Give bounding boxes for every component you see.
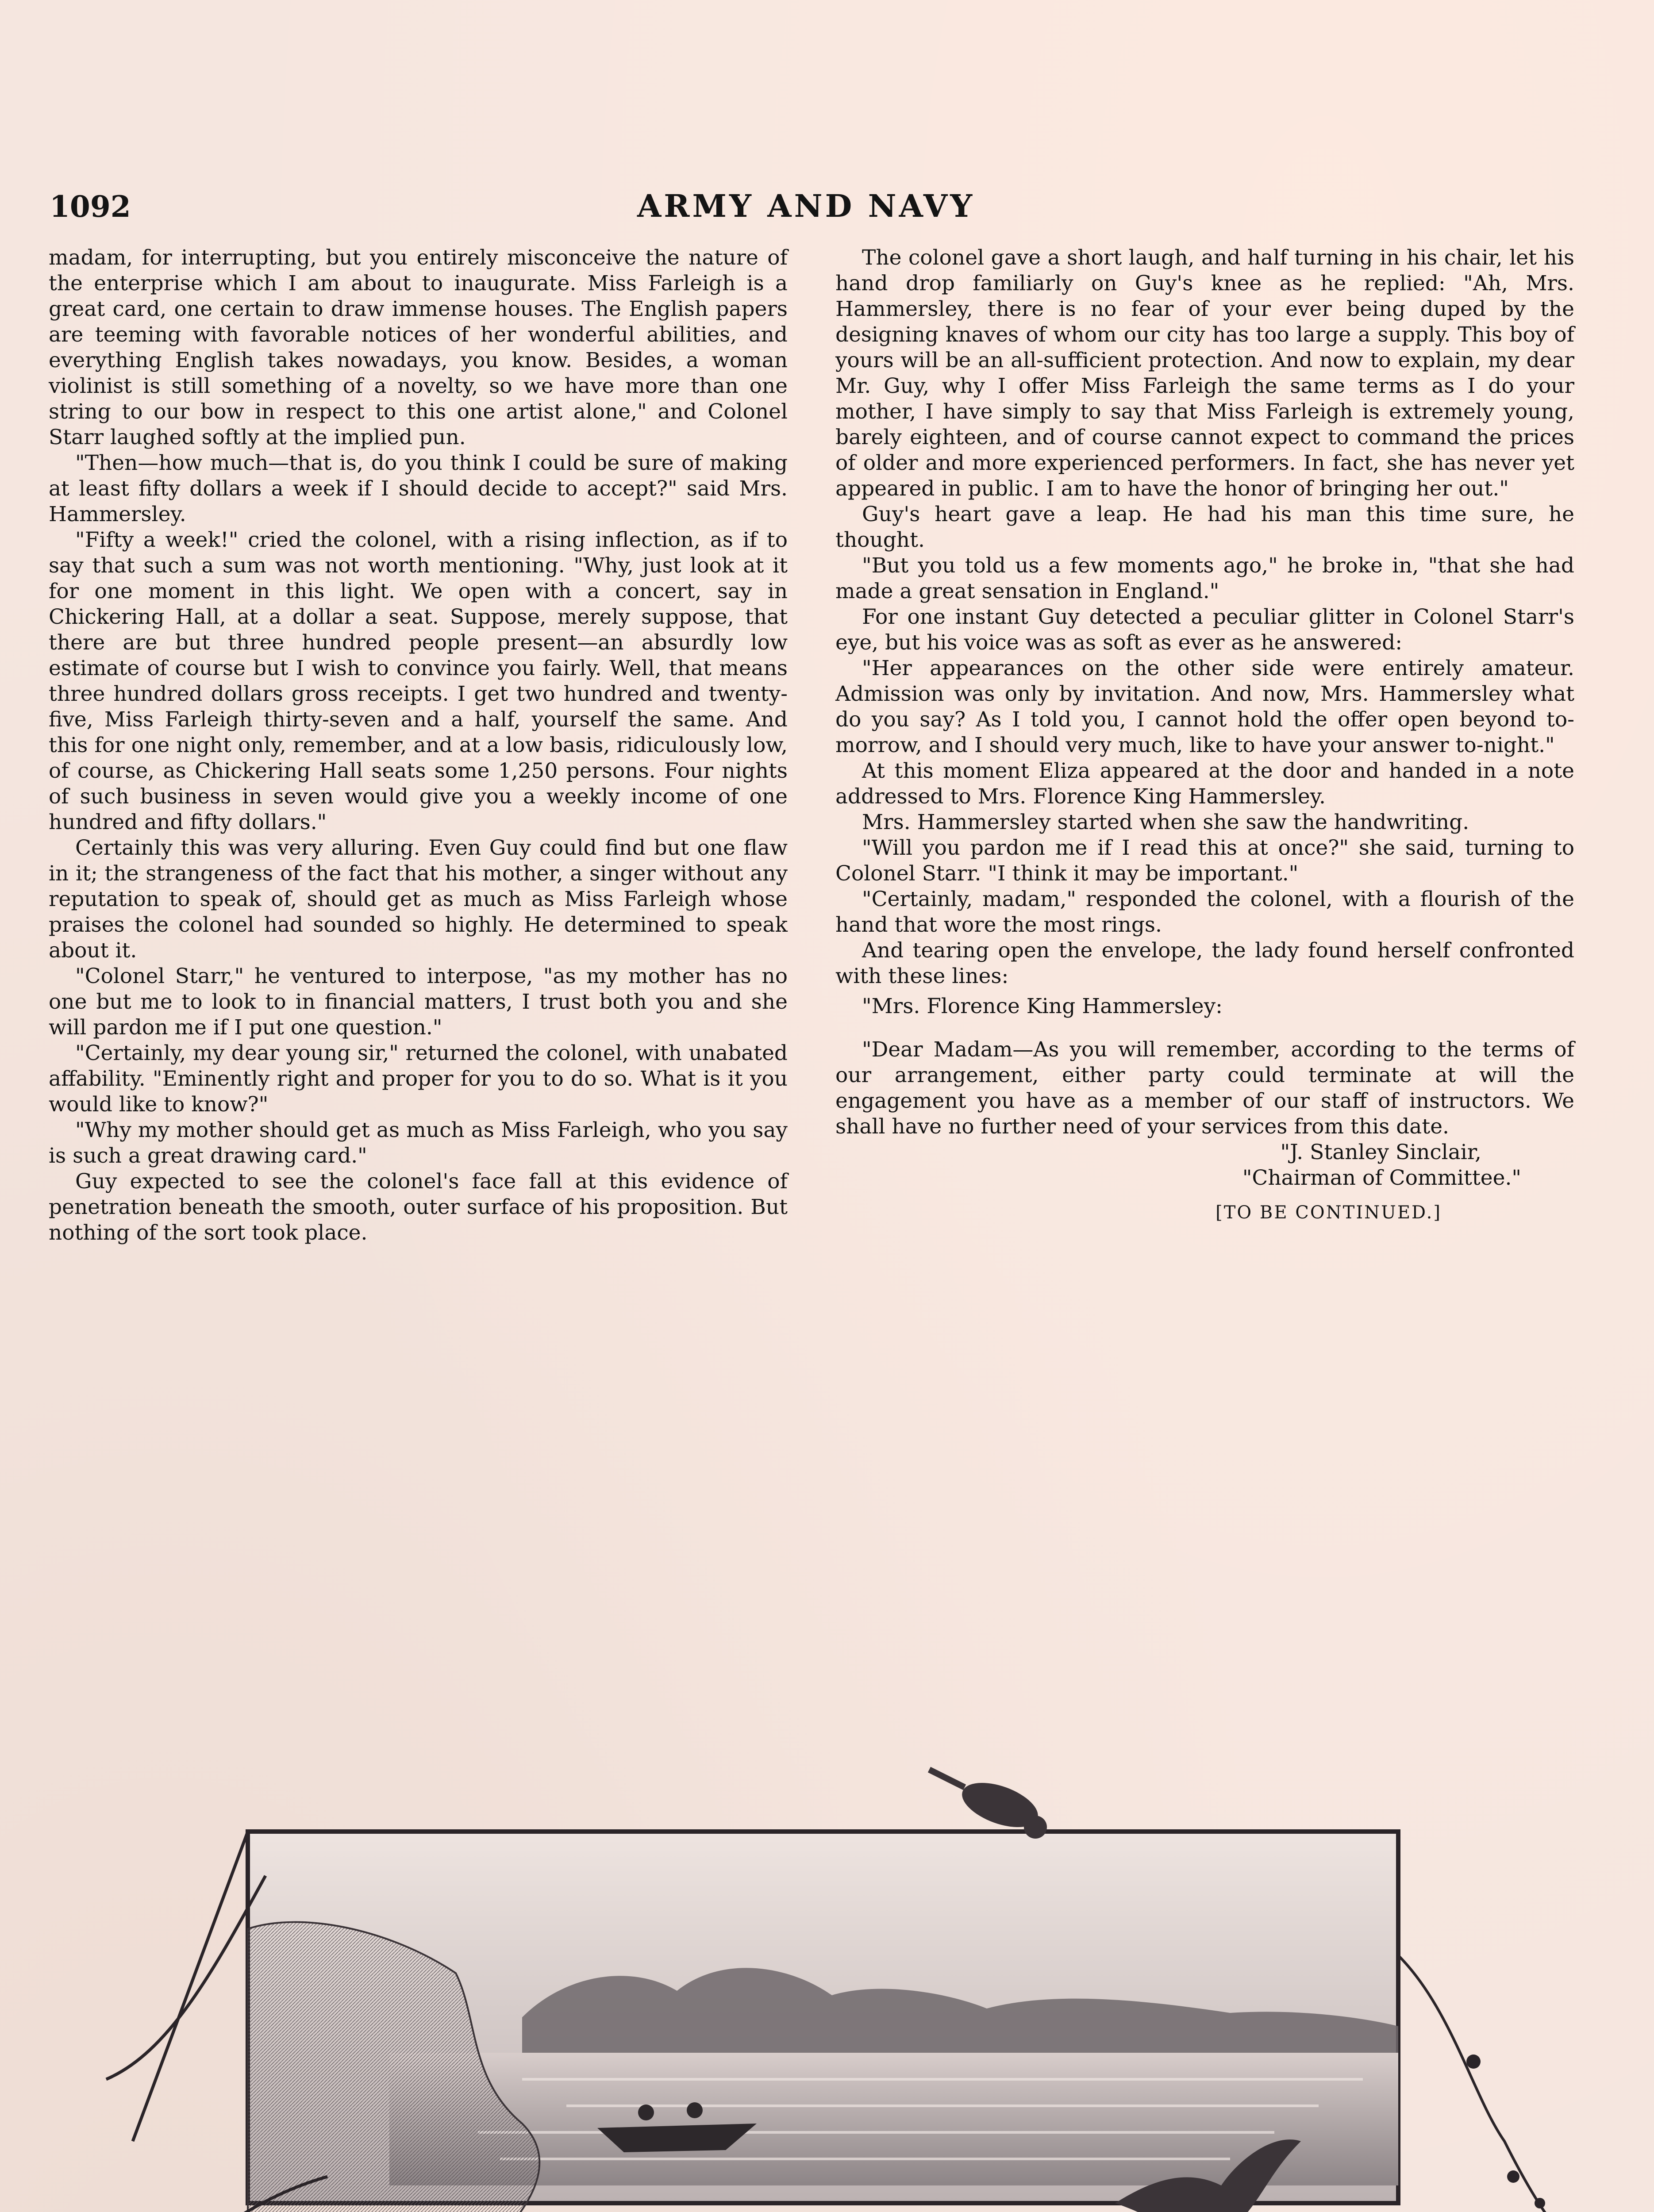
- signature-title: "Chairman of Committee.": [1242, 1166, 1521, 1190]
- paragraph: Mrs. Hammersley started when she saw the handwriting.: [862, 810, 1469, 834]
- page-number: 1092: [50, 189, 131, 224]
- paragraph: "Then—how much—that is, do you think I could be sure of making at least fifty dollars a week if I should decide to accept?" said Mrs. Hammersley.: [49, 451, 788, 526]
- branch-right: [1398, 1955, 1558, 2212]
- left-column: [49, 245, 788, 1246]
- paragraph: "Fifty a week!" cried the colonel, with a rising inflection, as if to say that such a sum was not worth mentioning. "Why, just look at it for one moment in this light. We open with a concert, say in Chickering Hall, at a dollar a seat. Suppose, merely suppose, that there are but three hundred people present—an absurdly low estimate of course but I wish to convince you fairly. Well, that means three hundred dollars gross receipts. I get two hundred and twenty-five, Miss Farleigh thirty-seven and a half, yourself the same. And this for one night only, remember, and at a low basis, ridiculously low, of course, as Chickering Hall seats some 1,250 persons. Four nights of such business in seven would give you a weekly income of one hundred and fifty dollars.": [49, 528, 788, 834]
- perched-bird: [929, 1770, 1047, 1839]
- lake-scene-illustration: [80, 1743, 1575, 2212]
- paragraph: At this moment Eliza appeared at the door and handed in a note addressed to Mrs. Florence King Hammersley.: [835, 759, 1574, 809]
- paragraph: Guy's heart gave a leap. He had his man this time sure, he thought.: [835, 502, 1574, 552]
- paragraph: "Certainly, my dear young sir," returned the colonel, with unabated affability. "Eminently right and proper for you to do so. What is it you would like to know?": [49, 1041, 788, 1117]
- paragraph: Certainly this was very alluring. Even Guy could find but one flaw in it; the strangeness of the fact that his mother, a singer without any reputation to speak of, should get as much as Miss Farleigh whose praises the colonel had sounded so highly. He determined to speak about it.: [49, 836, 788, 963]
- paragraph: "But you told us a few moments ago," he broke in, "that she had made a great sensation in England.": [835, 553, 1574, 603]
- paragraph: And tearing open the envelope, the lady found herself confronted with these lines:: [835, 938, 1574, 988]
- paragraph: madam, for interrupting, but you entirely misconceive the nature of the enterprise which I am about to inaugurate. Miss Farleigh is a great card, one certain to draw immense houses. The English papers are teeming with favorable notices of her wonderful abilities, and everything English takes nowadays, you know. Besides, a woman violinist is still something of a novelty, so we have more than one string to our bow in respect to this one artist alone," and Colonel Starr laughed softly at the implied pun.: [49, 246, 788, 449]
- letter-signature: [835, 1140, 1574, 1191]
- paragraph: The colonel gave a short laugh, and half turning in his chair, let his hand drop familiarly on Guy's knee as he replied: "Ah, Mrs. Hammersley, there is no fear of your ever being duped by the designing knaves of whom our city has too large a supply. This boy of yours will be an all-sufficient protection. And now to explain, my dear Mr. Guy, why I offer Miss Farleigh the same terms as I do your mother, I have simply to say that Miss Farleigh is extremely young, barely eighteen, and of course cannot expect to command the prices of older and more experienced performers. In fact, she has never yet appeared in public. I am to have the honor of bringing her out.": [835, 246, 1574, 501]
- paragraph: "Colonel Starr," he ventured to interpose, "as my mother has no one but me to look to in financial matters, I trust both you and she will pardon me if I put one question.": [49, 964, 788, 1040]
- continuation-note: [TO BE CONTINUED.]: [1215, 1202, 1442, 1223]
- paragraph: "Will you pardon me if I read this at once?" she said, turning to Colonel Starr. "I think it may be important.": [835, 836, 1574, 886]
- paragraph: "Certainly, madam," responded the colonel, with a flourish of the hand that wore the most rings.: [835, 887, 1574, 937]
- paragraph: Guy expected to see the colonel's face fall at this evidence of penetration beneath the smooth, outer surface of his proposition. But nothing of the sort took place.: [49, 1169, 788, 1245]
- letter-body: "Dear Madam—As you will remember, according to the terms of our arrangement, either party could terminate at will the engagement you have as a member of our staff of instructors. We shall have no further need of your services from this date.: [835, 1037, 1574, 1139]
- letter-salutation: "Mrs. Florence King Hammersley:: [862, 994, 1223, 1018]
- paragraph: "Her appearances on the other side were entirely amateur. Admission was only by invitation. And now, Mrs. Hammersley what do you say? As I told you, I cannot hold the offer open beyond to-morrow, and I should very much, like to have your answer to-night.": [835, 656, 1574, 757]
- running-head: ARMY AND NAVY: [637, 188, 975, 224]
- right-column: [835, 245, 1574, 1225]
- signature-name: "J. Stanley Sinclair,: [1280, 1140, 1481, 1164]
- paragraph: For one instant Guy detected a peculiar glitter in Colonel Starr's eye, but his voice was as soft as ever as he answered:: [835, 605, 1574, 655]
- paragraph: "Why my mother should get as much as Miss Farleigh, who you say is such a great drawing card.": [49, 1118, 788, 1168]
